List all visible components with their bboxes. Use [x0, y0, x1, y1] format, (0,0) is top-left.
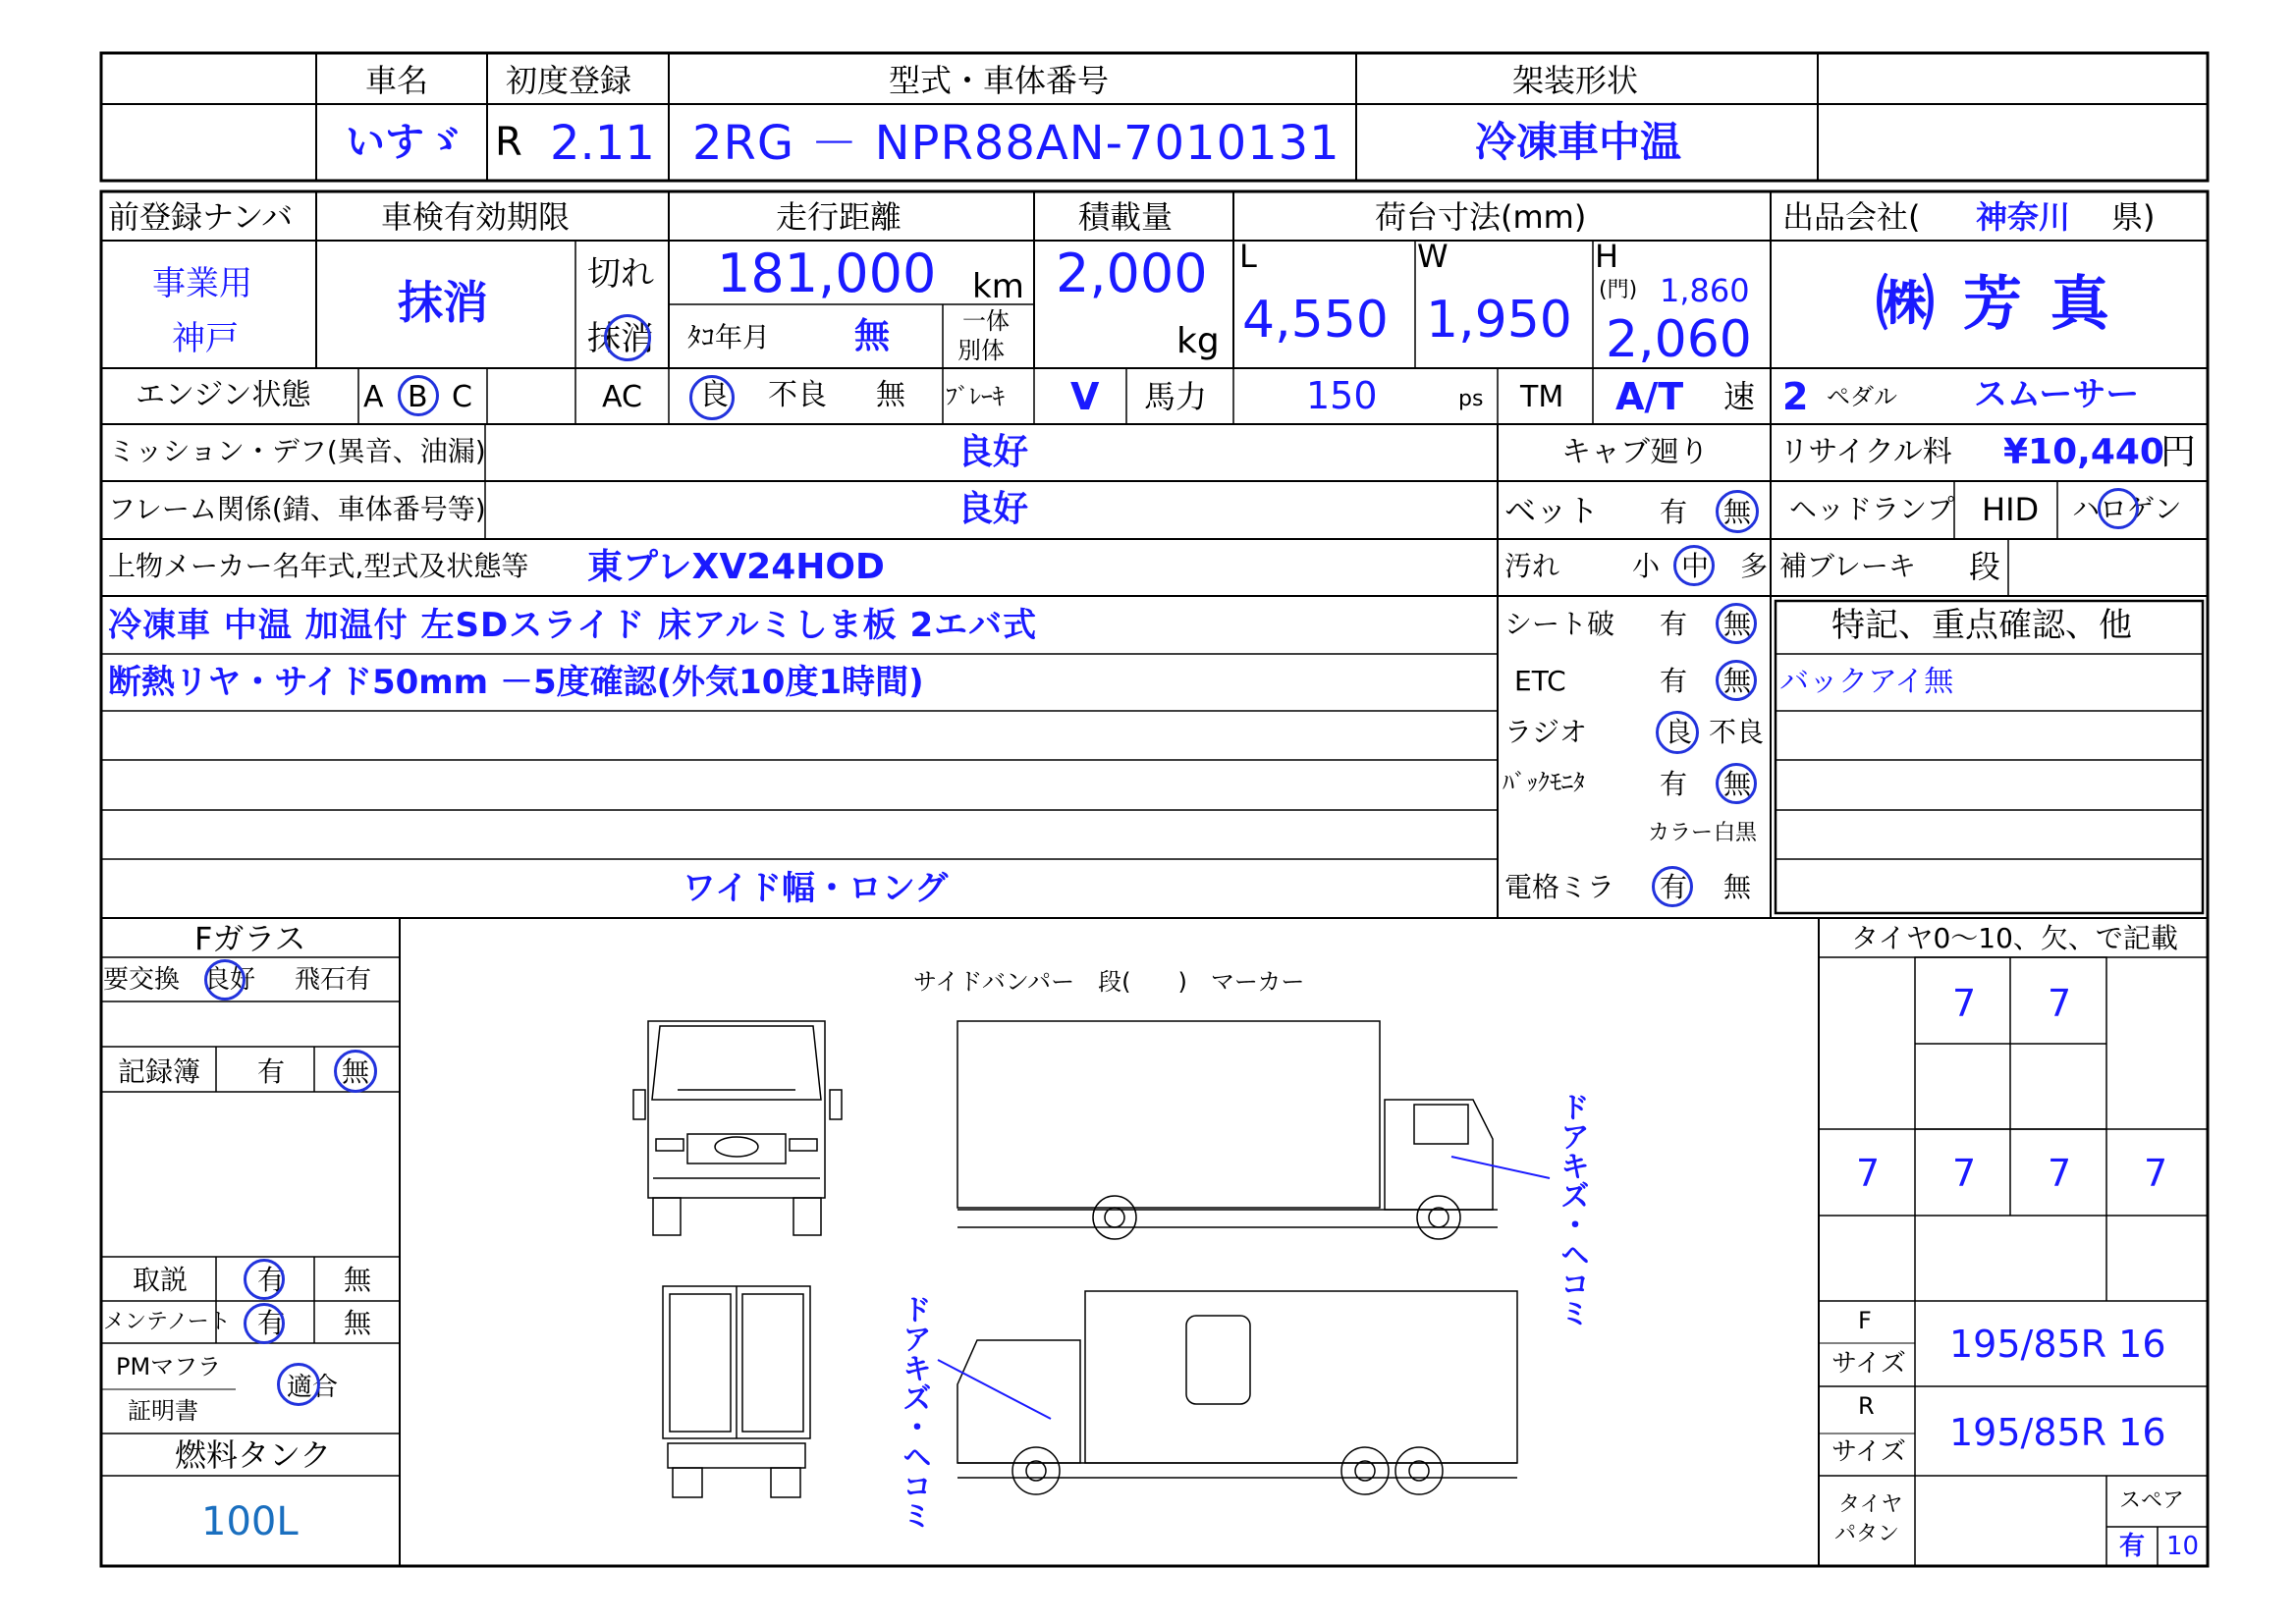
- load-value: 2,000: [1056, 243, 1208, 304]
- pm-value: 適合: [287, 1373, 339, 1402]
- prev-plate-label: 前登録ナンバ: [108, 198, 294, 236]
- tire-rear-1: 7: [1856, 1152, 1881, 1195]
- tire-front-right: 7: [2048, 982, 2072, 1025]
- seller-pref: 神奈川: [1976, 198, 2071, 236]
- tires-title: タイヤ0〜10、欠、で記載: [1851, 922, 2178, 954]
- pm-label-1: PMマフラ: [116, 1353, 222, 1380]
- tm-label: TM: [1520, 380, 1564, 414]
- back-monitor-no-circle: [1716, 763, 1757, 804]
- col-car-label: 車名: [365, 62, 429, 99]
- seller-label: 出品会社(: [1782, 198, 1921, 236]
- mileage-value: 181,000: [717, 243, 937, 304]
- mileage-unit: km: [972, 267, 1024, 306]
- spare-label: スペア: [2119, 1488, 2185, 1513]
- fuel-label: 燃料タンク: [175, 1436, 332, 1474]
- fglass-replace: 要交換: [103, 965, 181, 995]
- mirror-no: 無: [1723, 871, 1752, 903]
- bed-label: ベット: [1504, 492, 1600, 529]
- pattern-label-2: パタン: [1834, 1522, 1900, 1546]
- damage-note-2: ドアキズ・ヘコミ: [897, 1294, 931, 1530]
- col-body-label: 架装形状: [1512, 62, 1639, 99]
- hp-value: 150: [1306, 374, 1378, 417]
- truck-diagram: [633, 1021, 1517, 1497]
- plate-city: 神戸: [172, 319, 239, 358]
- back-monitor-label: ﾊﾞｯｸﾓﾆﾀ: [1503, 769, 1585, 796]
- first-reg-value: 2.11: [550, 116, 655, 171]
- seat-no: 無: [1723, 608, 1752, 640]
- ac-label: AC: [602, 380, 642, 414]
- ac-bad: 不良: [768, 378, 827, 412]
- r-size-label: サイズ: [1831, 1437, 1906, 1467]
- brake-label: ﾌﾞﾚｰｷ: [946, 383, 1005, 410]
- expired-label: 切れ: [587, 254, 654, 294]
- betsutai-label: 別体: [957, 337, 1005, 364]
- side-bumper-label: サイドバンパー 段( ) マーカー: [913, 968, 1305, 996]
- H-inner-value: 1,860: [1660, 272, 1750, 309]
- tm-value: A/T: [1615, 375, 1684, 418]
- maint-label: メンテノート: [103, 1310, 231, 1334]
- W-label: W: [1417, 238, 1449, 275]
- mirror-yes: 有: [1660, 871, 1688, 903]
- engine-label: エンジン状態: [136, 378, 311, 412]
- dirt-mid-circle: [1673, 545, 1715, 586]
- pattern-label-1: タイヤ: [1838, 1492, 1903, 1517]
- frame-label: フレーム関係(錆、車体番号等): [108, 493, 486, 525]
- smoother-value: スムーサー: [1974, 375, 2140, 414]
- inspection-label: 車検有効期限: [381, 198, 571, 236]
- cab-title: キャブ廻り: [1561, 435, 1709, 469]
- etc-no: 無: [1723, 665, 1752, 697]
- W-value: 1,950: [1426, 291, 1572, 350]
- headlamp-label: ヘッドランプ: [1789, 493, 1955, 525]
- pedal-label: ペダル: [1827, 383, 1897, 410]
- tire-front-left: 7: [1952, 982, 1977, 1025]
- pm-value-circle: [277, 1363, 320, 1406]
- pedal-count: 2: [1782, 375, 1809, 418]
- r-size-value: 195/85R 16: [1949, 1411, 2166, 1454]
- special-item: バックアイ無: [1779, 665, 1954, 699]
- radio-good: 良: [1665, 716, 1693, 748]
- fglass-chip: 飛石有: [295, 965, 372, 995]
- load-label: 積載量: [1078, 198, 1174, 236]
- radio-bad: 不良: [1709, 716, 1765, 748]
- f-label: F: [1858, 1307, 1872, 1334]
- r-label: R: [1858, 1392, 1875, 1420]
- bed-no-circle: [1716, 490, 1759, 533]
- plate-use: 事業用: [152, 264, 252, 303]
- ac-good-circle: [689, 375, 735, 420]
- headlamp-hid: HID: [1982, 491, 2040, 528]
- speed-label: 速: [1723, 378, 1756, 415]
- tacho-value: 無: [854, 316, 891, 356]
- manual-yes-circle: [244, 1259, 285, 1300]
- record-no: 無: [342, 1055, 370, 1088]
- frame-value: 良好: [957, 489, 1029, 529]
- spare-value: 10: [2166, 1532, 2200, 1561]
- fglass-label: Fガラス: [194, 920, 306, 957]
- brake-value: V: [1070, 375, 1100, 418]
- mission-value: 良好: [957, 432, 1029, 472]
- inspection-value: 抹消: [398, 276, 488, 329]
- recycle-unit: 円: [2160, 432, 2197, 472]
- maint-yes: 有: [257, 1307, 286, 1339]
- bottom-note: ワイド幅・ロング: [683, 869, 949, 908]
- damage-note-1: ドアキズ・ヘコミ: [1555, 1092, 1589, 1327]
- col-model-label: 型式・車体番号: [889, 62, 1110, 99]
- etc-label: ETC: [1514, 665, 1566, 697]
- engine-grade-c: C: [452, 380, 472, 414]
- manual-yes: 有: [257, 1264, 286, 1296]
- record-yes: 有: [257, 1055, 286, 1088]
- note-line-2: 断熱リヤ・サイド50mm －5度確認(外気10度1時間): [108, 663, 924, 702]
- car-name: いすゞ: [346, 120, 464, 165]
- record-label: 記録簿: [118, 1055, 201, 1088]
- tire-rear-3: 7: [2048, 1152, 2072, 1195]
- seller-name: ㈱ 芳 真: [1876, 270, 2113, 339]
- era: R: [495, 120, 522, 165]
- model-code: 2RG － NPR88AN-7010131: [692, 116, 1340, 171]
- radio-good-circle: [1656, 711, 1699, 754]
- f-size-label: サイズ: [1831, 1349, 1906, 1379]
- fglass-good-circle: [204, 959, 246, 1001]
- bed-no: 無: [1723, 496, 1752, 528]
- dirt-mid: 中: [1681, 550, 1710, 582]
- tire-rear-4: 7: [2144, 1152, 2168, 1195]
- color-value: 白黒: [1714, 821, 1758, 845]
- f-size-value: 195/85R 16: [1949, 1323, 2166, 1366]
- headlamp-halogen: ハロゲン: [2072, 493, 2182, 525]
- ac-none: 無: [876, 378, 905, 412]
- dirt-small: 小: [1632, 550, 1661, 582]
- L-value: 4,550: [1242, 291, 1389, 350]
- recycle-label: リサイクル料: [1779, 435, 1952, 469]
- L-label: L: [1239, 238, 1257, 275]
- H-value: 2,060: [1606, 310, 1752, 369]
- spare-has: 有: [2119, 1532, 2146, 1561]
- aux-brake-label: 補ブレーキ: [1779, 550, 1916, 582]
- mileage-label: 走行距離: [776, 198, 902, 236]
- maint-yes-circle: [244, 1303, 285, 1344]
- engine-grade-b: B: [408, 380, 428, 414]
- special-title: 特記、重点確認、他: [1831, 606, 2132, 645]
- ac-good: 良: [699, 378, 729, 412]
- body-maker-label: 上物メーカー名年式,型式及状態等: [108, 550, 529, 582]
- dirt-large: 多: [1740, 550, 1769, 582]
- etc-yes: 有: [1660, 665, 1688, 697]
- cargo-dim-label: 荷台寸法(mm): [1375, 198, 1587, 236]
- pm-label-2: 証明書: [128, 1397, 198, 1425]
- mission-label: ミッション・デフ(異音、油漏): [108, 435, 486, 467]
- radio-label: ラジオ: [1504, 716, 1588, 748]
- manual-no: 無: [344, 1264, 372, 1296]
- col-first-reg-label: 初度登録: [506, 62, 632, 99]
- back-monitor-no: 無: [1723, 768, 1752, 800]
- body-type: 冷凍車中温: [1475, 118, 1682, 166]
- tire-rear-2: 7: [1952, 1152, 1977, 1195]
- body-maker-value: 東プレXV24HOD: [587, 547, 885, 587]
- mirror-label: 電格ミラ: [1504, 871, 1615, 903]
- manual-label: 取説: [133, 1264, 189, 1296]
- seat-label: シート破: [1504, 608, 1615, 640]
- mirror-yes-circle: [1652, 866, 1693, 907]
- bed-yes: 有: [1660, 496, 1688, 528]
- engine-grade-a: A: [363, 380, 384, 414]
- hp-label: 馬力: [1144, 378, 1208, 415]
- recycle-value: ¥10,440: [2003, 432, 2164, 472]
- H-label: H: [1595, 238, 1619, 275]
- fuel-value: 100L: [201, 1499, 299, 1544]
- dirt-label: 汚れ: [1504, 550, 1560, 582]
- hp-unit: ps: [1458, 387, 1484, 411]
- maint-no: 無: [344, 1307, 372, 1339]
- seller-suffix: 県): [2111, 198, 2156, 236]
- load-unit: kg: [1176, 321, 1220, 361]
- seat-no-circle: [1716, 603, 1757, 644]
- record-no-circle: [334, 1050, 377, 1093]
- halogen-circle: [2098, 488, 2139, 529]
- fglass-good: 良好: [204, 965, 256, 995]
- back-monitor-yes: 有: [1660, 768, 1688, 800]
- color-label: カラー: [1648, 821, 1714, 845]
- seat-yes: 有: [1660, 608, 1688, 640]
- aux-brake-value: 段: [1969, 548, 2001, 585]
- tacho-label: ﾀｺ年月: [687, 321, 771, 353]
- engine-grade-circle: [398, 375, 439, 416]
- etc-no-circle: [1716, 660, 1757, 701]
- damage-pointers: [938, 1157, 1550, 1419]
- note-line-1: 冷凍車 中温 加温付 左SDスライド 床アルミしま板 2エバ式: [108, 606, 1038, 645]
- cancelled-label: 抹消: [587, 319, 654, 358]
- H-inner-label: (門): [1599, 278, 1638, 302]
- cancelled-circle: [604, 314, 651, 361]
- ittai-label: 一体: [962, 307, 1010, 335]
